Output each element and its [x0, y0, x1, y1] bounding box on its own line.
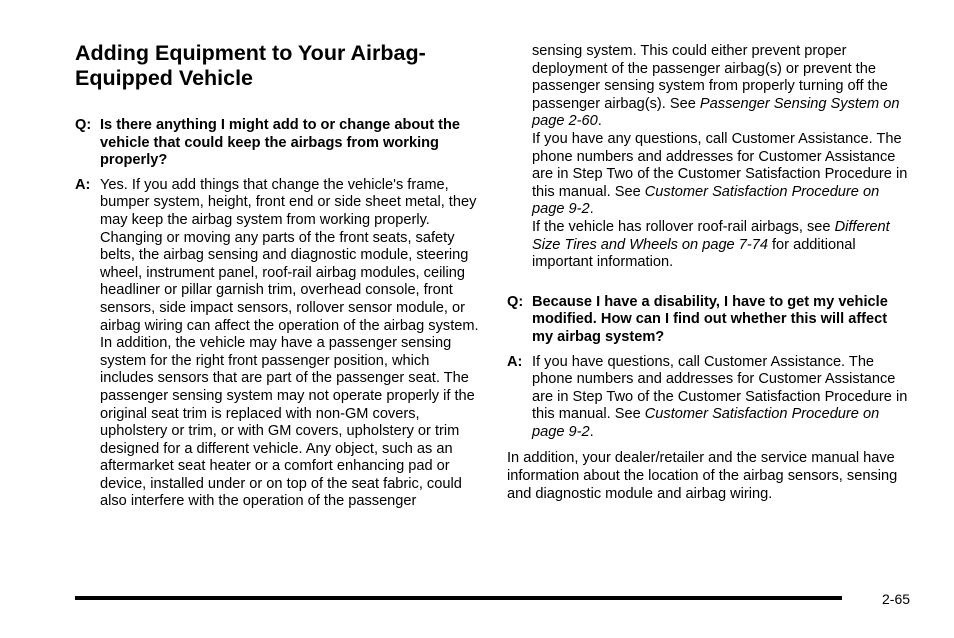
- passenger-sensing-paragraph: sensing system. This could either prevent proper deployment of the passenger airbag(s) or prevent the passenger sensing system from properly turning off the passenger airbag(s). See Passenger Sensing System on page 2-60.: [532, 43, 900, 130]
- page-number: 2-65: [882, 591, 911, 607]
- section-heading: Adding Equipment to Your Airbag-Equipped Vehicle: [75, 41, 426, 90]
- question-tag: Q:: [75, 117, 92, 133]
- customer-assistance-paragraph: If you have any questions, call Customer Assistance. The phone numbers and addresses for Customer Assistance are in Step Two of the Customer Satisfaction Procedure in this manual. See Customer Satisfaction Procedure on page 9-2.: [532, 130, 908, 218]
- question-text: Because I have a disability, I have to get my vehicle modified. How can I find out whether this will affect my airbag system?: [532, 293, 888, 345]
- tires-wheels-reference: Different Size Tires and Wheels on page 7-74: [532, 218, 890, 253]
- customer-satisfaction-reference: Customer Satisfaction Procedure on page 9-2: [532, 406, 880, 440]
- answer-tag: A:: [75, 176, 91, 193]
- customer-satisfaction-reference: Customer Satisfaction Procedure on page 9-2: [532, 183, 880, 218]
- left-column: [75, 41, 485, 511]
- answer-1-continued: In addition, the vehicle may have a passenger sensing system for the right front passenger position, which includes sensors that are part of the passenger seat. The passenger sensing system may not operate properly if the original seat trim is replaced with non-GM covers, upholstery or trim, or with GM covers, upholstery or trim designed for a different vehicle. Any object, such as an aftermarket seat heater or a comfort enhancing pad or device, installed under or on top of the seat fabric, could also interfere with the operation of the passenger: [100, 335, 475, 510]
- answer-text: If you have questions, call Customer Assistance. The phone numbers and addresses for Customer Assistance are in Step Two of the Customer Satisfaction Procedure in this manual. See Customer Satisfaction Procedure on page 9-2.: [532, 353, 908, 440]
- rollover-paragraph: If the vehicle has rollover roof-rail airbags, see Different Size Tires and Wheels on page 7-74 for additional important information.: [532, 218, 890, 271]
- answer-1: [75, 177, 485, 335]
- passenger-sensing-reference: Passenger Sensing System on page 2-60: [532, 95, 900, 130]
- closing-paragraph: In addition, your dealer/retailer and the service manual have information about the location of the airbag sensors, sensing and diagnostic module and airbag wiring.: [507, 450, 898, 502]
- answer-2: [507, 354, 912, 442]
- question-tag: Q:: [507, 293, 524, 310]
- answer-tag: A:: [507, 353, 523, 370]
- question-2: [507, 294, 912, 347]
- question-1: [75, 117, 485, 170]
- answer-text: Yes. If you add things that change the vehicle's frame, bumper system, height, front end or side sheet metal, they may keep the airbag system from working properly. Changing or moving any parts of the front seats, safety belts, the airbag sensing and diagnostic module, steering wheel, instrument panel, roof-rail airbag modules, ceiling headliner or pillar garnish trim, overhead console, front sensors, side impact sensors, rollover sensor module, or airbag wiring can affect the operation of the airbag system.: [100, 176, 479, 334]
- footer-rule: [75, 596, 842, 600]
- right-column: [507, 43, 912, 503]
- question-text: Is there anything I might add to or change about the vehicle that could keep the airbags from working properly?: [100, 117, 460, 169]
